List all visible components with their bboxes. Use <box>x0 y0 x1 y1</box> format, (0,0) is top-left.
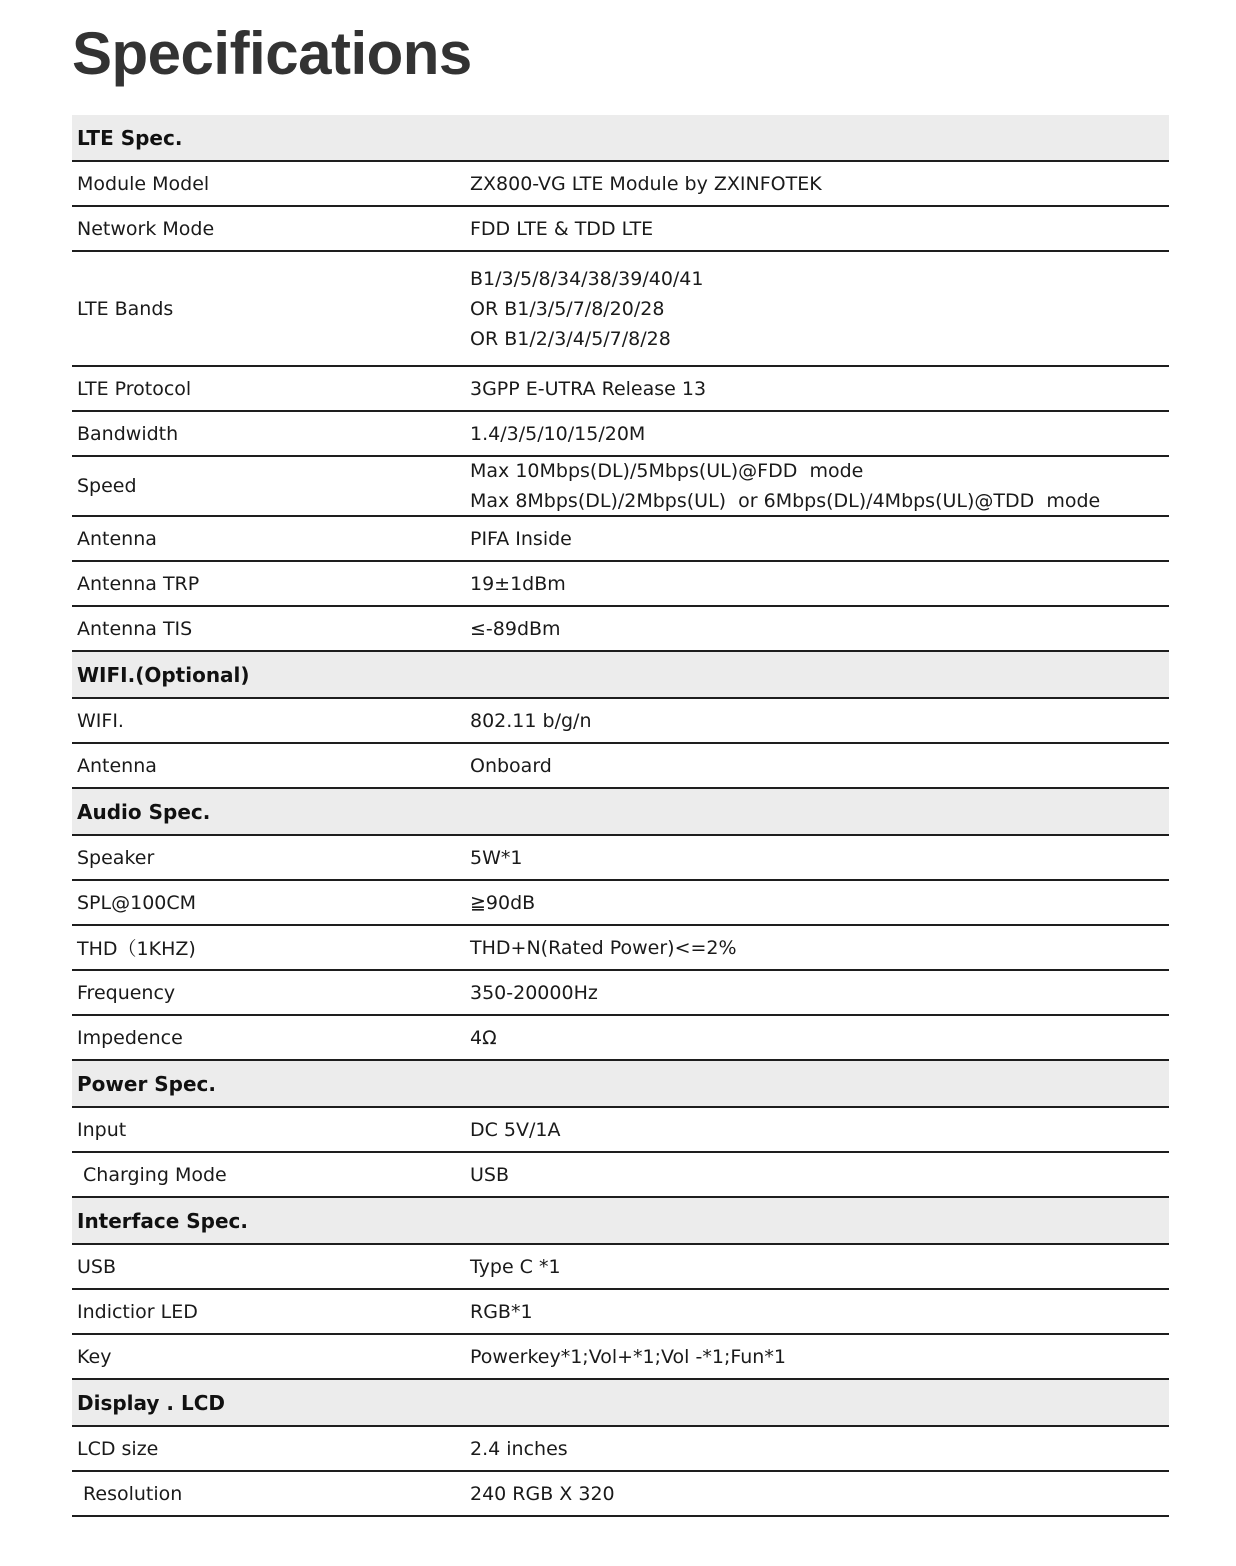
section-header: WIFI.(Optional) <box>72 652 1169 699</box>
spec-row <box>72 836 1169 881</box>
spec-label: Frequency <box>77 981 176 1004</box>
spec-row <box>72 1335 1169 1380</box>
spec-value <box>470 1342 1169 1372</box>
spec-row <box>72 1290 1169 1335</box>
spec-label: THD（1KHZ) <box>77 938 196 960</box>
spec-row <box>72 412 1169 457</box>
spec-row <box>72 1108 1169 1153</box>
spec-value <box>470 751 1169 781</box>
spec-value <box>470 169 1169 199</box>
spec-value <box>470 1023 1169 1053</box>
spec-value <box>470 1252 1169 1282</box>
spec-value-line: ≧90dB <box>470 891 536 914</box>
spec-row <box>72 744 1169 789</box>
spec-value <box>470 1434 1169 1464</box>
section-header: Display . LCD <box>72 1380 1169 1427</box>
section-header: Power Spec. <box>72 1061 1169 1108</box>
spec-label: Bandwidth <box>77 422 179 445</box>
spec-row <box>72 562 1169 607</box>
spec-value-line: OR B1/3/5/7/8/20/28 <box>470 297 665 320</box>
spec-value-line: 3GPP E-UTRA Release 13 <box>470 377 707 400</box>
spec-label: SPL@100CM <box>77 891 197 914</box>
spec-label: Input <box>77 1118 127 1141</box>
spec-value <box>470 933 1169 963</box>
spec-row <box>72 1016 1169 1061</box>
spec-row <box>72 1472 1169 1517</box>
spec-value-line: THD+N(Rated Power)<=2% <box>470 936 737 959</box>
spec-row <box>72 881 1169 926</box>
spec-table <box>72 115 1169 1517</box>
spec-value-line: 2.4 inches <box>470 1437 568 1460</box>
spec-value <box>470 1160 1169 1190</box>
spec-label: LTE Protocol <box>77 377 192 400</box>
spec-row <box>72 207 1169 252</box>
spec-value-line: 240 RGB X 320 <box>470 1482 615 1505</box>
spec-value-line: ≤-89dBm <box>470 617 561 640</box>
spec-value <box>470 374 1169 404</box>
spec-value-line: 5W*1 <box>470 846 523 869</box>
spec-row <box>72 607 1169 652</box>
spec-value <box>470 264 1169 354</box>
spec-value <box>470 214 1169 244</box>
spec-value-line: RGB*1 <box>470 1300 533 1323</box>
spec-value <box>470 706 1169 736</box>
spec-value-line: B1/3/5/8/34/38/39/40/41 <box>470 267 704 290</box>
spec-label: Speed <box>77 475 137 497</box>
spec-value-line: FDD LTE & TDD LTE <box>470 217 654 240</box>
spec-row <box>72 517 1169 562</box>
spec-row <box>72 926 1169 971</box>
spec-value-line: PIFA Inside <box>470 527 572 550</box>
spec-value-line: Max 10Mbps(DL)/5Mbps(UL)@FDD mode <box>470 460 864 482</box>
spec-value <box>470 888 1169 918</box>
spec-row <box>72 367 1169 412</box>
spec-value-line: DC 5V/1A <box>470 1118 561 1141</box>
spec-value <box>470 456 1169 516</box>
spec-value-line: 4Ω <box>470 1026 497 1049</box>
spec-label: LCD size <box>77 1437 159 1460</box>
spec-value-line: ZX800-VG LTE Module by ZXINFOTEK <box>470 172 822 195</box>
spec-value-line: 802.11 b/g/n <box>470 709 592 732</box>
spec-value-line: Onboard <box>470 754 552 777</box>
spec-label: Indictior LED <box>77 1300 198 1323</box>
section-header: Audio Spec. <box>72 789 1169 836</box>
spec-value <box>470 614 1169 644</box>
spec-row <box>72 162 1169 207</box>
spec-value-line: Powerkey*1;Vol+*1;Vol -*1;Fun*1 <box>470 1345 786 1368</box>
spec-value <box>470 419 1169 449</box>
spec-label: Speaker <box>77 846 155 869</box>
spec-row <box>72 1245 1169 1290</box>
section-header: Interface Spec. <box>72 1198 1169 1245</box>
spec-value <box>470 1479 1169 1509</box>
spec-value <box>470 569 1169 599</box>
spec-row <box>72 457 1169 517</box>
spec-value-line: 1.4/3/5/10/15/20M <box>470 422 646 445</box>
spec-label: Antenna TRP <box>77 572 200 595</box>
spec-row <box>72 699 1169 744</box>
spec-label: LTE Bands <box>77 297 174 320</box>
spec-row <box>72 252 1169 367</box>
spec-label: Network Mode <box>77 217 215 240</box>
spec-value <box>470 1297 1169 1327</box>
spec-value-line: Type C *1 <box>470 1255 561 1278</box>
spec-row <box>72 971 1169 1016</box>
spec-label: Charging Mode <box>77 1163 227 1186</box>
spec-value-line: OR B1/2/3/4/5/7/8/28 <box>470 327 671 350</box>
spec-value <box>470 843 1169 873</box>
spec-label: Resolution <box>77 1482 183 1505</box>
spec-label: USB <box>77 1255 117 1278</box>
spec-row <box>72 1427 1169 1472</box>
spec-value <box>470 1115 1169 1145</box>
spec-value <box>470 978 1169 1008</box>
spec-value-line: Max 8Mbps(DL)/2Mbps(UL) or 6Mbps(DL)/4Mbps(UL)@TDD mode <box>470 490 1101 512</box>
spec-label: Module Model <box>77 172 210 195</box>
page-title: Specifications <box>72 20 472 87</box>
section-header: LTE Spec. <box>72 115 1169 162</box>
spec-value-line: 350-20000Hz <box>470 981 598 1004</box>
spec-row <box>72 1153 1169 1198</box>
spec-value-line: 19±1dBm <box>470 572 566 595</box>
spec-label: Antenna TIS <box>77 617 193 640</box>
spec-label: Key <box>77 1345 112 1368</box>
spec-value <box>470 524 1169 554</box>
spec-label: Antenna <box>77 754 157 777</box>
spec-value-line: USB <box>470 1163 510 1186</box>
spec-label: Impedence <box>77 1026 183 1049</box>
spec-label: WIFI. <box>77 709 124 732</box>
spec-label: Antenna <box>77 527 157 550</box>
